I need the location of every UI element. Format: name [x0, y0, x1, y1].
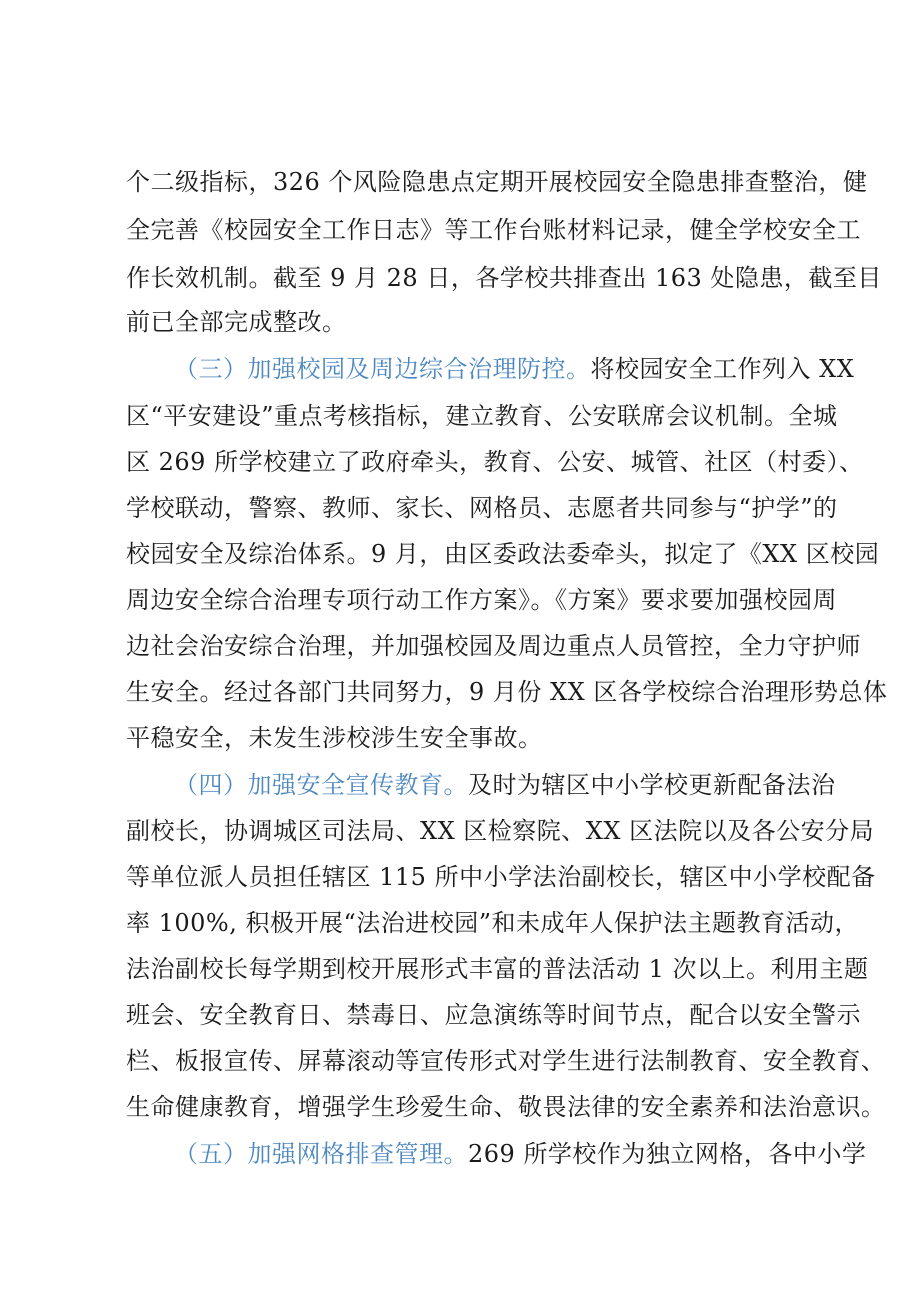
line-text: 将校园安全工作列入 XX [590, 355, 855, 383]
line-text: 及时为辖区中小学校更新配备法治 [468, 771, 836, 799]
section-heading-line-3 [174, 349, 855, 389]
section-heading-line-5 [174, 1134, 867, 1174]
line-text: 个二级指标，326 个风险隐患点定期开展校园安全隐患排查整治，健 [126, 168, 868, 196]
line-text: 校园安全及综治体系。9 月，由区委政法委牵头，拟定了《XX 区校园 [126, 540, 880, 568]
text-line [126, 488, 838, 528]
line-text: 周边安全综合治理专项行动工作方案》。《方案》要求要加强校园周 [126, 586, 837, 614]
line-text: 等单位派人员担任辖区 115 所中小学法治副校长，辖区中小学校配备 [126, 863, 876, 891]
text-line [126, 811, 875, 851]
text-line [126, 718, 826, 758]
line-text: 前已全部完成整改。 [126, 308, 347, 336]
text-line [126, 903, 860, 943]
text-line [126, 995, 861, 1035]
line-text: 法治副校长每学期到校开展形式丰富的普法活动 1 次以上。利用主题 [126, 955, 869, 983]
line-text: 生命健康教育，增强学生珍爱生命、敬畏法律的安全素养和法治意识。 [126, 1093, 886, 1121]
line-text: 269 所学校作为独立网格，各中小学 [468, 1140, 867, 1168]
text-line [126, 949, 869, 989]
line-text: 学校联动，警察、教师、家长、网格员、志愿者共同参与“护学”的 [126, 494, 838, 522]
line-text: 平稳安全，未发生涉校涉生安全事故。 [126, 724, 543, 752]
line-text: 区 269 所学校建立了政府牵头，教育、公安、城管、社区（村委）、 [126, 448, 864, 476]
text-line [126, 1087, 886, 1127]
text-line [126, 442, 864, 482]
line-text: 率 100%, 积极开展“法治进校园”和未成年人保护法主题教育活动， [126, 909, 860, 937]
line-text: 边社会治安综合治理，并加强校园及周边重点人员管控，全力守护师 [126, 632, 861, 660]
line-text: 班会、安全教育日、禁毒日、应急演练等时间节点，配合以安全警示 [126, 1001, 861, 1029]
section-heading-5: （五）加强网格排查管理。 [174, 1140, 468, 1168]
text-line [126, 258, 882, 298]
text-line [126, 210, 861, 250]
text-line [126, 162, 868, 202]
text-line [126, 580, 837, 620]
text-line [126, 396, 838, 436]
text-line [126, 534, 880, 574]
text-line [126, 302, 826, 342]
text-line [126, 626, 861, 666]
line-text: 生安全。经过各部门共同努力，9 月份 XX 区各学校综合治理形势总体 [126, 678, 888, 706]
section-heading-4: （四）加强安全宣传教育。 [174, 771, 468, 799]
line-text: 副校长，协调城区司法局、XX 区检察院、XX 区法院以及各公安分局 [126, 817, 875, 845]
section-heading-3: （三）加强校园及周边综合治理防控。 [174, 355, 591, 383]
line-text: 全完善《校园安全工作日志》等工作台账材料记录，健全学校安全工 [126, 216, 861, 244]
section-heading-line-4 [174, 765, 836, 805]
line-text: 区“平安建设”重点考核指标，建立教育、公安联席会议机制。全城 [126, 402, 838, 430]
text-line [126, 672, 888, 712]
line-text: 作长效机制。截至 9 月 28 日，各学校共排查出 163 处隐患，截至目 [126, 264, 882, 292]
text-line [126, 1041, 886, 1081]
line-text: 栏、板报宣传、屏幕滚动等宣传形式对学生进行法制教育、安全教育、 [126, 1047, 886, 1075]
text-line [126, 857, 876, 897]
